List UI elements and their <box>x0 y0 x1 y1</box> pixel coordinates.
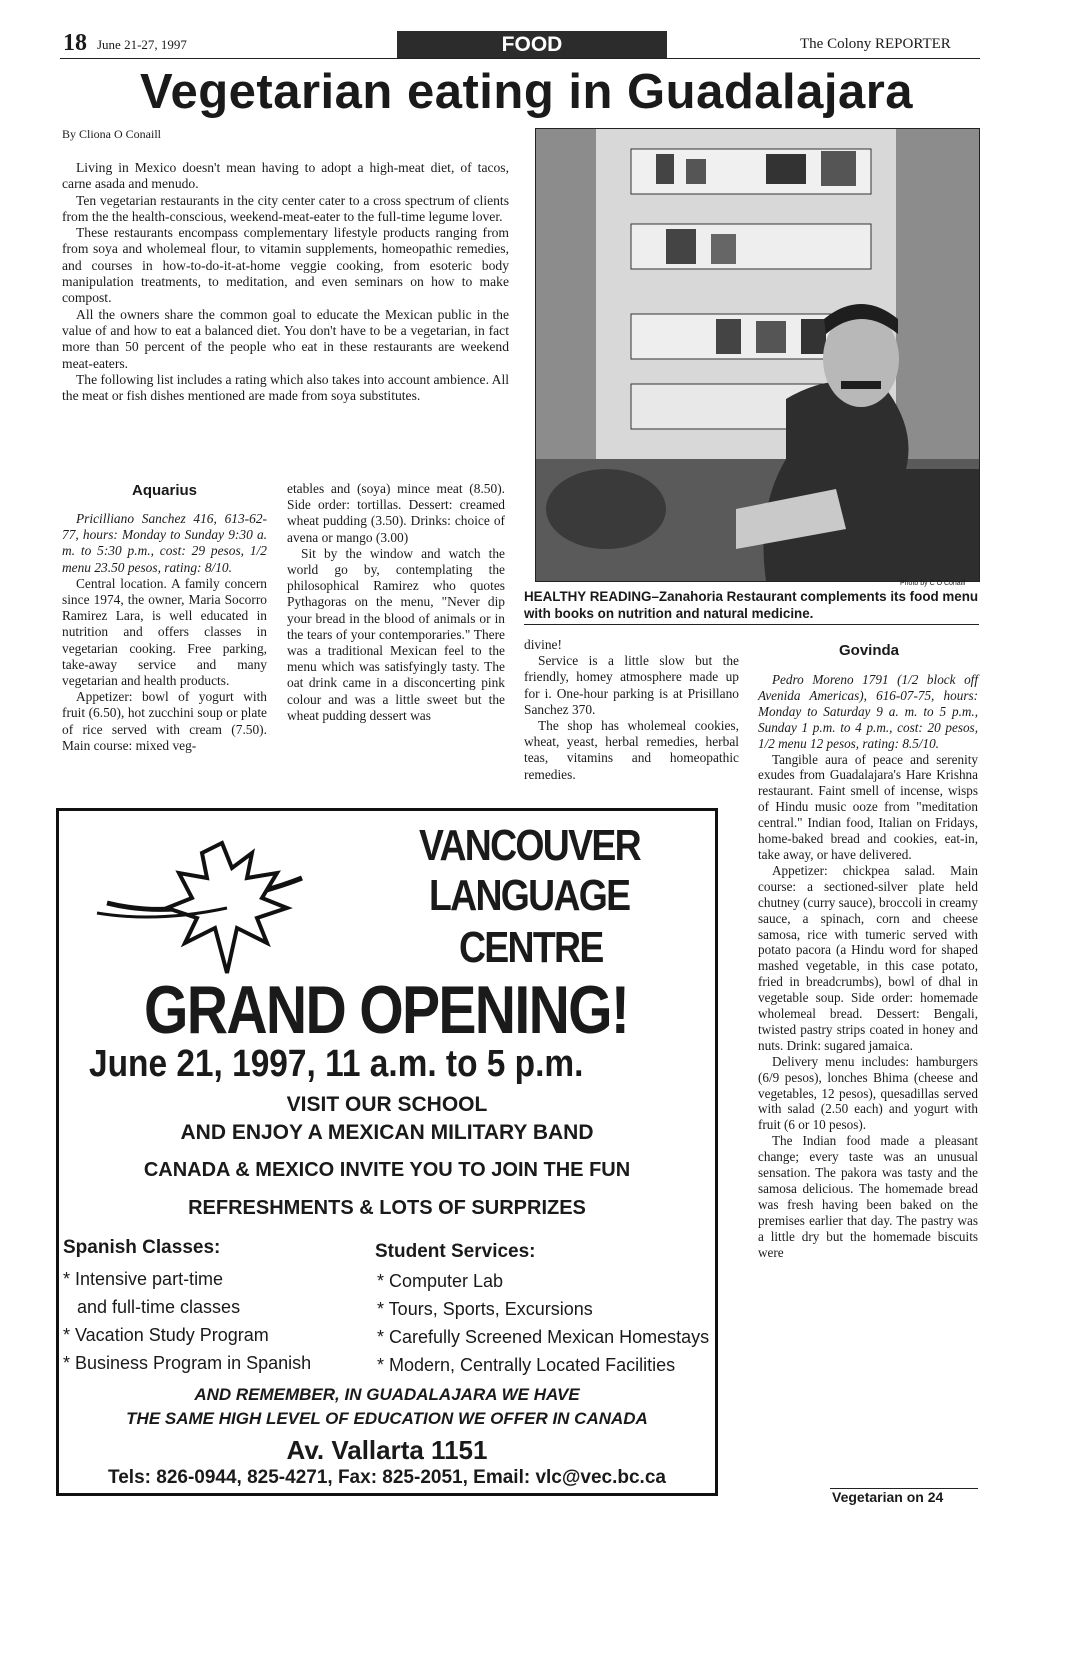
aquarius-paragraph: Central location. A family concern since 1974, the owner, Maria Socorro Ramirez Lara, is well educated in nutrition and offers classes in vegetarian cooking. Free parking, take-away service and many vegetarian and health products. <box>62 575 267 689</box>
intro-text <box>62 160 509 404</box>
photo-credit: Photo by C O Conaill <box>900 580 966 587</box>
aquarius-paragraph: Appetizer: bowl of yogurt with fruit (6.50), hot zucchini soup or plate of rice served with cream (7.50). Main course: mixed veg- <box>62 689 267 753</box>
ad-box <box>56 808 718 1496</box>
headline: Vegetarian eating in Guadalajara <box>140 65 914 119</box>
header-rule <box>60 58 980 59</box>
ad-headline: GRAND OPENING! <box>144 972 629 1048</box>
aquarius-heading: Aquarius <box>131 482 197 499</box>
list-item: * Carefully Screened Mexican Homestays <box>377 1327 710 1347</box>
list-item: * Modern, Centrally Located Facilities <box>377 1355 676 1375</box>
spanish-classes-list <box>63 1265 311 1377</box>
ad-line: AND ENJOY A MEXICAN MILITARY BAND <box>180 1121 594 1144</box>
page-number: 18 <box>63 30 87 56</box>
list-item: * Computer Lab <box>377 1271 504 1291</box>
ad-name-line: CENTRE <box>459 923 603 972</box>
photo-scene-illustration <box>536 129 979 581</box>
govinda-column <box>758 672 978 1261</box>
ad-line: CANADA & MEXICO INVITE YOU TO JOIN THE FUN <box>143 1159 631 1181</box>
ad-line: VISIT OUR SCHOOL <box>286 1093 488 1116</box>
aquarius-column-1 <box>62 511 267 754</box>
student-services-heading: Student Services: <box>375 1241 536 1262</box>
student-services-list <box>377 1267 709 1379</box>
govinda-paragraph: Delivery menu includes: hamburgers (6/9 pesos), lonches Bhima (cheese and vegetables, 12 pesos), quesadillas served with salad (2.50 each) and yogurt with fruit (6 or 10 pesos). <box>758 1053 978 1133</box>
jump-line: Vegetarian on 24 <box>832 1489 944 1505</box>
govinda-info: Pedro Moreno 1791 (1/2 block off Avenida Americas), 616-07-75, hours: Monday to Saturday 9 a. m. to 5 p.m., Sunday 1 p.m. to 4 p.m., cost: 20 pesos, 1/2 menu 12 pesos, rating: 8.5/10. <box>758 672 978 751</box>
caption-rule <box>524 624 979 625</box>
section-label: FOOD <box>397 31 667 58</box>
list-item: * Business Program in Spanish <box>63 1353 312 1373</box>
ad-name-line: LANGUAGE <box>429 871 630 920</box>
photo-caption: HEALTHY READING–Zanahoria Restaurant complements its food menu with books on nutrition and natural medicine. <box>524 589 979 621</box>
intro-paragraph: These restaurants encompass complementary lifestyle products ranging from from soya and wholemeal flour, to vitamin supplements, homeopathic remedies, and courses in how-to-do-it-at-home veggie cooking, from esoteric body manipulation treatments, to meditation, and even seminars on how to make compost. <box>62 225 509 306</box>
list-item: * Intensive part-time <box>63 1269 224 1289</box>
ad-date-line: June 21, 1997, 11 a.m. to 5 p.m. <box>89 1043 584 1085</box>
aquarius-paragraph: The shop has wholemeal cookies, wheat, yeast, herbal remedies, herbal teas, vitamins and homeopathic remedies. <box>524 718 739 782</box>
intro-paragraph: Living in Mexico doesn't mean having to adopt a high-meat diet, of tacos, carne asada and menudo. <box>62 160 509 192</box>
ad-address: Av. Vallarta 1151 <box>286 1435 488 1465</box>
ad-contact: Tels: 826-0944, 825-4271, Fax: 825-2051, Email: vlc@vec.bc.ca <box>108 1467 666 1488</box>
list-item: and full-time classes <box>77 1297 241 1317</box>
ad-name-line: VANCOUVER <box>419 821 640 870</box>
aquarius-column-3 <box>524 637 739 783</box>
aquarius-info: Pricilliano Sanchez 416, 613-62-77, hours: Monday to Sunday 9:30 a. m. to 5:30 p.m., cost: 29 pesos, 1/2 menu 23.50 pesos, rating: 8/10. <box>62 511 267 575</box>
govinda-paragraph: Appetizer: chickpea salad. Main course: a sectioned-silver plate held chutney (curry sauce), broccoli in creamy sauce, a spinach, corn and cheese samosa, rice with tumeric served with potato pacora (a Hindu word for shaped mashed vegetable, in this case potato, fried in breadcrumbs), bowl of dhal in vegetable soup. Side order: homemade wholemeal bread. Dessert: Bengali, twisted pastry strips coated in honey and nuts. Drink: sugared jamaica. <box>758 862 978 1053</box>
list-item: * Vacation Study Program <box>63 1325 269 1345</box>
govinda-paragraph: The Indian food made a pleasant change; every taste was an unusual sensation. The pakora was tasty and the samosa delicious. The homemade bread was fresh having been baked on the premises earlier that day. The pastry was a little dry but the homemade biscuits were <box>758 1133 978 1260</box>
aquarius-paragraph: divine! <box>524 637 562 652</box>
aquarius-column-2 <box>287 481 505 724</box>
aquarius-paragraph: Service is a little slow but the friendly, homey atmosphere made up for i. One-hour parking is at Prisillano Sanchez 370. <box>524 653 739 717</box>
byline: By Cliona O Conaill <box>62 127 161 141</box>
ad-remember-line: AND REMEMBER, IN GUADALAJARA WE HAVE <box>194 1385 580 1404</box>
intro-paragraph: All the owners share the common goal to educate the Mexican public in the value of and how to eat a balanced diet. You don't have to be a vegetarian, in fact more than 50 percent of the people who eat in these restaurants are weekend meat-eaters. <box>62 306 509 371</box>
govinda-heading: Govinda <box>838 642 899 659</box>
publication-name: The Colony REPORTER <box>800 36 951 52</box>
ad-line: REFRESHMENTS & LOTS OF SURPRIZES <box>188 1197 586 1219</box>
govinda-paragraph: Tangible aura of peace and serenity exudes from Guadalajara's Hare Krishna restaurant. Faint smell of incense, wisps of Hindu music ooze from "meditation central." Indian food, Italian on Fridays, home-baked bread and cookies, eat-in, take away, or have delivered. <box>758 751 978 862</box>
restaurant-photo <box>535 128 980 582</box>
maple-leaf-icon <box>87 823 317 988</box>
intro-paragraph: Ten vegetarian restaurants in the city center cater to a cross spectrum of clients from the the health-conscious, weekend-meat-eater to the full-time legume lover. <box>62 192 509 224</box>
ad-remember-line: THE SAME HIGH LEVEL OF EDUCATION WE OFFER IN CANADA <box>126 1409 648 1428</box>
spanish-classes-heading: Spanish Classes: <box>63 1237 221 1258</box>
list-item: * Tours, Sports, Excursions <box>377 1299 593 1319</box>
aquarius-paragraph: Sit by the window and watch the world go by, contemplating the philosophical Ramirez who quotes Pythagoras on the menu, "Never dip your bread in the blood of animals or in the tears of your contemporaries." There was a traditional Mexican feel to the menu which was satisfyingly tasty. The oat drink came in a disconcerting pink colour and was a little sweet but the wheat pudding dessert was <box>287 545 505 723</box>
intro-paragraph: The following list includes a rating which also takes into account ambience. All the meat or fish dishes mentioned are made from soya substitutes. <box>62 371 510 404</box>
issue-date: June 21-27, 1997 <box>97 37 187 52</box>
aquarius-paragraph: etables and (soya) mince meat (8.50). Side order: tortillas. Dessert: creamed wheat pudding (3.50). Drinks: choice of avena or mango (3.00) <box>287 481 505 545</box>
